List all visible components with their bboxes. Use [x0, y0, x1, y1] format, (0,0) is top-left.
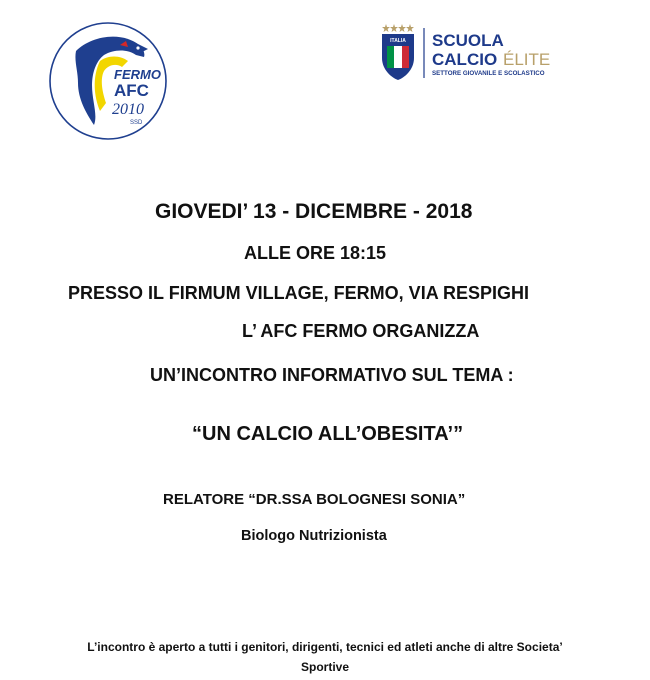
footer-line2: Sportive — [300, 660, 349, 674]
scuola-title-line2: CALCIO — [432, 50, 498, 69]
event-topic: “UN CALCIO ALL’OBESITA’” — [192, 423, 464, 445]
scuola-subtitle: SETTORE GIOVANILE E SCOLASTICO — [432, 70, 545, 77]
fermo-afc-logo — [48, 21, 168, 141]
event-speaker-role: Biologo Nutrizionista — [241, 528, 387, 544]
footer-line1: L’incontro è aperto a tutti i genitori, dirigenti, tecnici ed atleti anche di altre Societa’ — [87, 640, 563, 654]
event-place: PRESSO IL FIRMUM VILLAGE, FERMO, VIA RESPIGHI — [68, 283, 530, 303]
italy-badge-text: ITALIA — [390, 38, 406, 44]
event-meeting: UN’INCONTRO INFORMATIVO SUL TEMA : — [150, 365, 514, 385]
event-organizer: L’ AFC FERMO ORGANIZZA — [242, 321, 480, 341]
footer-note — [20, 637, 630, 677]
event-speaker: RELATORE “DR.SSA BOLOGNESI SONIA” — [163, 491, 466, 508]
fermo-logo-line4: SSD — [130, 120, 143, 126]
fermo-logo-line1: FERMO — [114, 67, 161, 82]
fermo-logo-line3: 2010 — [112, 101, 144, 118]
fermo-logo-line2: AFC — [114, 81, 149, 100]
event-time: ALLE ORE 18:15 — [244, 243, 387, 263]
scuola-title-line1: SCUOLA — [432, 31, 504, 50]
stars-icon — [382, 24, 414, 32]
event-date: GIOVEDI’ 13 - DICEMBRE - 2018 — [155, 200, 473, 223]
scuola-calcio-elite-logo — [378, 22, 588, 82]
scuola-elite: ÉLITE — [503, 50, 551, 69]
